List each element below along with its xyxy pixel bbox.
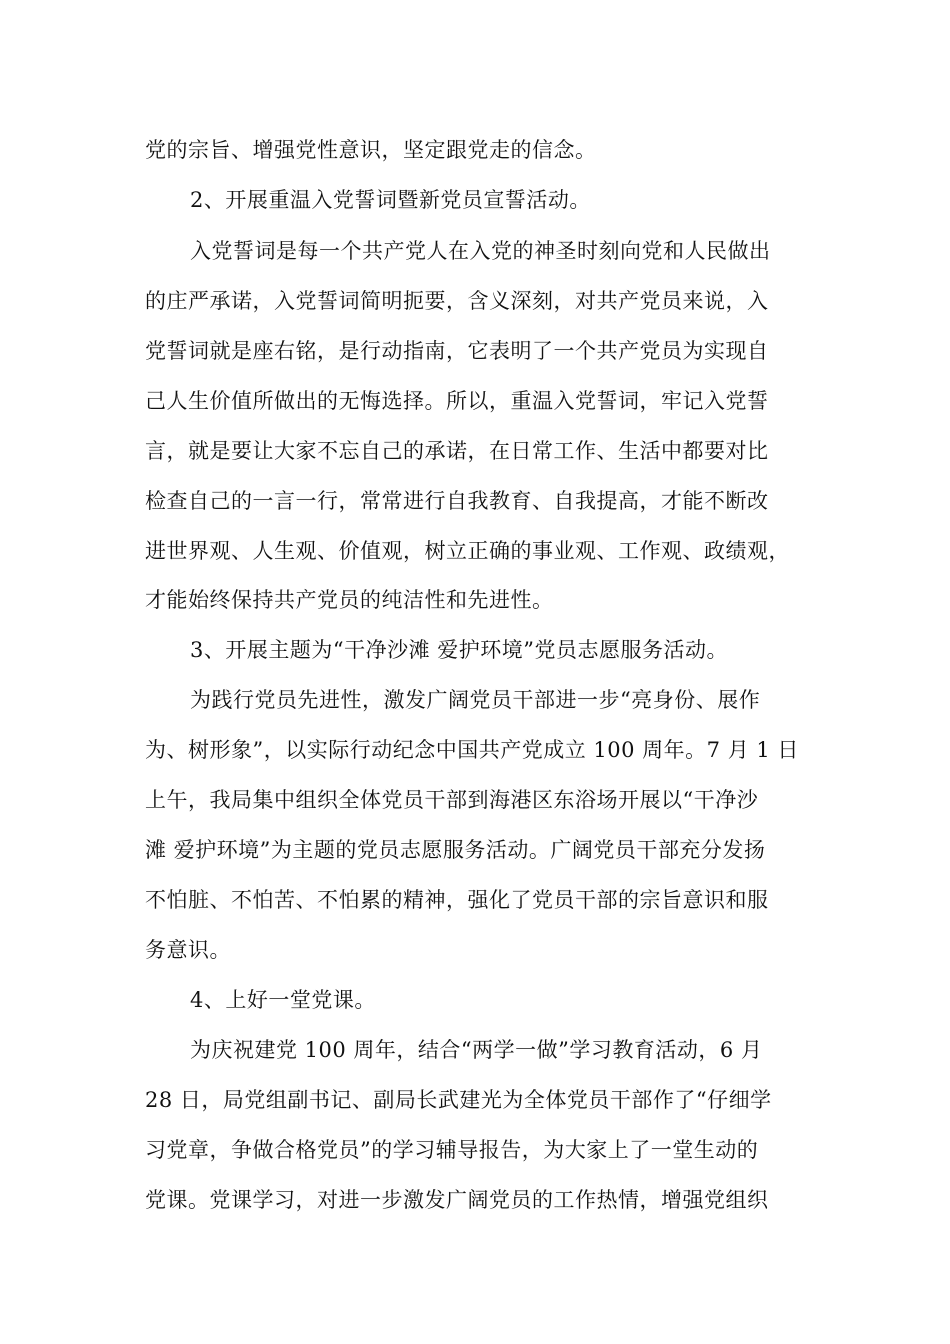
- paragraph-line: 党课。党课学习，对进一步激发广阔党员的工作热情，增强党组织: [145, 1188, 769, 1212]
- section-heading-3: 3、开展主题为“干净沙滩 爱护环境”党员志愿服务活动。: [190, 638, 729, 662]
- paragraph-line: 上午，我局集中组织全体党员干部到海港区东浴场开展以“干净沙: [145, 788, 759, 812]
- paragraph-line: 滩 爱护环境”为主题的党员志愿服务活动。广阔党员干部充分发扬: [145, 838, 766, 862]
- paragraph-line: 为、树形象”，以实际行动纪念中国共产党成立 100 周年。7 月 1 日: [145, 738, 799, 762]
- paragraph-line: 的庄严承诺，入党誓词简明扼要，含义深刻，对共产党员来说，入: [145, 289, 769, 313]
- section-heading-4: 4、上好一堂党课。: [190, 988, 376, 1012]
- paragraph-line: 己人生价值所做出的无悔选择。所以，重温入党誓词，牢记入党誓: [145, 389, 769, 413]
- paragraph-line: 检查自己的一言一行，常常进行自我教育、自我提高，才能不断改: [145, 489, 769, 513]
- paragraph-line: 入党誓词是每一个共产党人在入党的神圣时刻向党和人民做出: [190, 239, 771, 263]
- paragraph-line: 务意识。: [145, 938, 231, 962]
- paragraph-line: 进世界观、人生观、价值观，树立正确的事业观、工作观、政绩观，: [145, 539, 790, 563]
- paragraph-line: 党的宗旨、增强党性意识，坚定跟党走的信念。: [145, 138, 597, 162]
- paragraph-line: 28 日，局党组副书记、副局长武建光为全体党员干部作了“仔细学: [145, 1088, 772, 1112]
- paragraph-line: 不怕脏、不怕苦、不怕累的精神，强化了党员干部的宗旨意识和服: [145, 888, 769, 912]
- paragraph-line: 言，就是要让大家不忘自己的承诺，在日常工作、生活中都要对比: [145, 439, 769, 463]
- paragraph-line: 为庆祝建党 100 周年，结合“两学一做”学习教育活动，6 月: [190, 1038, 763, 1062]
- paragraph-line: 党誓词就是座右铭，是行动指南，它表明了一个共产党员为实现自: [145, 339, 769, 363]
- section-heading-2: 2、开展重温入党誓词暨新党员宣誓活动。: [190, 188, 591, 212]
- paragraph-line: 才能始终保持共产党员的纯洁性和先进性。: [145, 588, 554, 612]
- paragraph-line: 习党章，争做合格党员”的学习辅导报告，为大家上了一堂生动的: [145, 1138, 759, 1162]
- paragraph-line: 为践行党员先进性，激发广阔党员干部进一步“亮身份、展作: [190, 688, 761, 712]
